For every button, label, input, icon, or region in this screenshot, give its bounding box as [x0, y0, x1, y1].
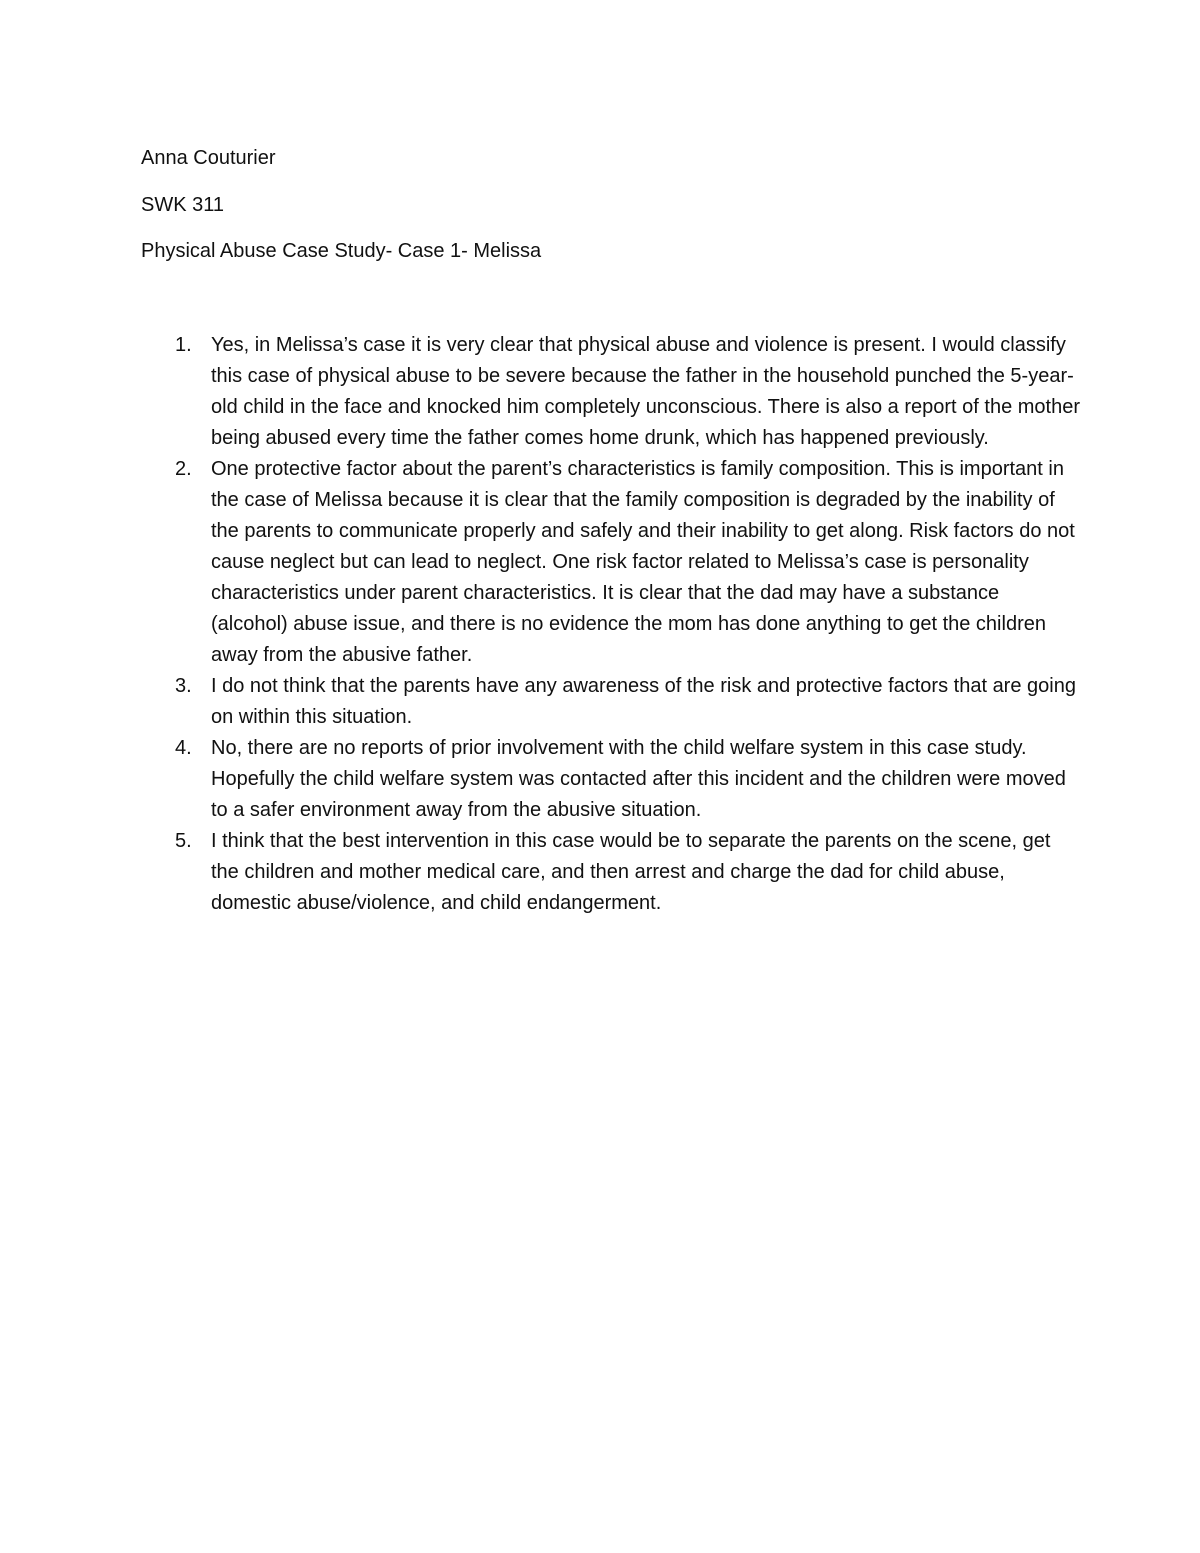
item-text: I think that the best intervention in this case would be to separate the parents on the scene, get the children and mother medical care, and then arrest and charge the dad for child abuse, domestic abuse/violence, and child endangerment.: [211, 830, 1051, 914]
list-item: [141, 671, 1081, 733]
item-number: 2.: [175, 458, 192, 480]
item-text: I do not think that the parents have any awareness of the risk and protective factors that are going on within this situation.: [211, 675, 1076, 728]
answer-list: [141, 330, 1081, 919]
list-item: [141, 330, 1081, 454]
item-text: No, there are no reports of prior involvement with the child welfare system in this case study. Hopefully the child welfare system was contacted after this incident and the children were moved to a safer environment away from the abusive situation.: [211, 737, 1066, 821]
course-code: SWK 311: [141, 194, 224, 216]
list-item: [141, 826, 1081, 919]
item-text: One protective factor about the parent’s characteristics is family composition. This is important in the case of Melissa because it is clear that the family composition is degraded by the inability of the parents to communicate properly and safely and their inability to get along. Risk factors do not cause neglect but can lead to neglect. One risk factor related to Melissa’s case is personality characteristics under parent characteristics. It is clear that the dad may have a substance (alcohol) abuse issue, and there is no evidence the mom has done anything to get the children away from the abusive father.: [211, 458, 1075, 666]
item-number: 4.: [175, 737, 192, 759]
author-name: Anna Couturier: [141, 147, 276, 169]
item-text: Yes, in Melissa’s case it is very clear that physical abuse and violence is present. I would classify this case of physical abuse to be severe because the father in the household punched the 5-year-old child in the face and knocked him completely unconscious. There is also a report of the mother being abused every time the father comes home drunk, which has happened previously.: [211, 334, 1080, 449]
list-item: [141, 454, 1081, 671]
item-number: 1.: [175, 334, 192, 356]
document-title: Physical Abuse Case Study- Case 1- Melissa: [141, 240, 542, 262]
item-number: 5.: [175, 830, 192, 852]
list-item: [141, 733, 1081, 826]
item-number: 3.: [175, 675, 192, 697]
